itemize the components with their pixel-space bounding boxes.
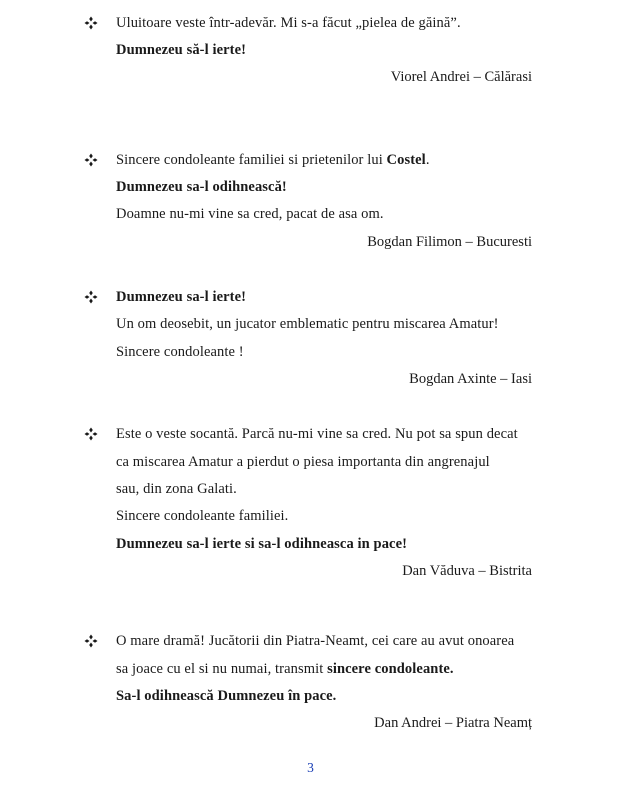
entry-text-line: Sincere condoleante ! [116, 344, 244, 360]
entry-text-line [116, 151, 430, 169]
entry-signature: Bogdan Axinte – Iasi [409, 371, 532, 387]
entry-text-segment: sincere condoleante. [327, 661, 454, 677]
page-number: 3 [307, 760, 314, 775]
entry-text-line: Sincere condoleante familiei. [116, 508, 289, 524]
diamond-bullet-icon [84, 153, 98, 167]
entry-text-segment: . [425, 152, 430, 168]
entry-text-line: O mare dramă! Jucătorii din Piatra-Neamt, cei care au avut onoarea [116, 633, 515, 649]
entry-text-line: Dumnezeu sa-l ierte! [116, 289, 247, 305]
diamond-bullet-icon [84, 16, 98, 30]
entry-text-line: Este o veste socantă. Parcă nu-mi vine sa cred. Nu pot sa spun decat [116, 426, 518, 442]
entry-text-line: Doamne nu-mi vine sa cred, pacat de asa om. [116, 206, 384, 222]
entry-text-line: Dumnezeu sa-l odihnească! [116, 179, 287, 195]
entry-signature: Bogdan Filimon – Bucuresti [367, 234, 532, 250]
entry-signature: Viorel Andrei – Călărasi [390, 69, 532, 85]
entry-text-line: Dumnezeu să-l ierte! [116, 42, 247, 58]
diamond-bullet-icon [84, 634, 98, 648]
entry-text-segment: sa joace cu el si nu numai, transmit [116, 661, 328, 677]
entry-text-line: sau, din zona Galati. [116, 481, 237, 497]
entry-signature: Dan Andrei – Piatra Neamț [374, 715, 532, 731]
entry-text-segment: Costel [386, 152, 426, 168]
entry-signature: Dan Văduva – Bistrita [402, 563, 532, 579]
entry-text-line: Dumnezeu sa-l ierte si sa-l odihneasca in pace! [116, 536, 408, 552]
diamond-bullet-icon [84, 290, 98, 304]
entry-text-line: Sa-l odihnească Dumnezeu în pace. [116, 688, 337, 704]
entry-text-line: ca miscarea Amatur a pierdut o piesa importanta din angrenajul [116, 454, 490, 470]
entry-text-segment: Sincere condoleante familiei si prietenilor lui [116, 152, 387, 168]
diamond-bullet-icon [84, 427, 98, 441]
entry-text-line: Un om deosebit, un jucator emblematic pentru miscarea Amatur! [116, 316, 499, 332]
entry-text-line: Uluitoare veste într-adevăr. Mi s-a făcut „pielea de găină”. [116, 15, 461, 31]
entry-text-line [116, 660, 454, 678]
